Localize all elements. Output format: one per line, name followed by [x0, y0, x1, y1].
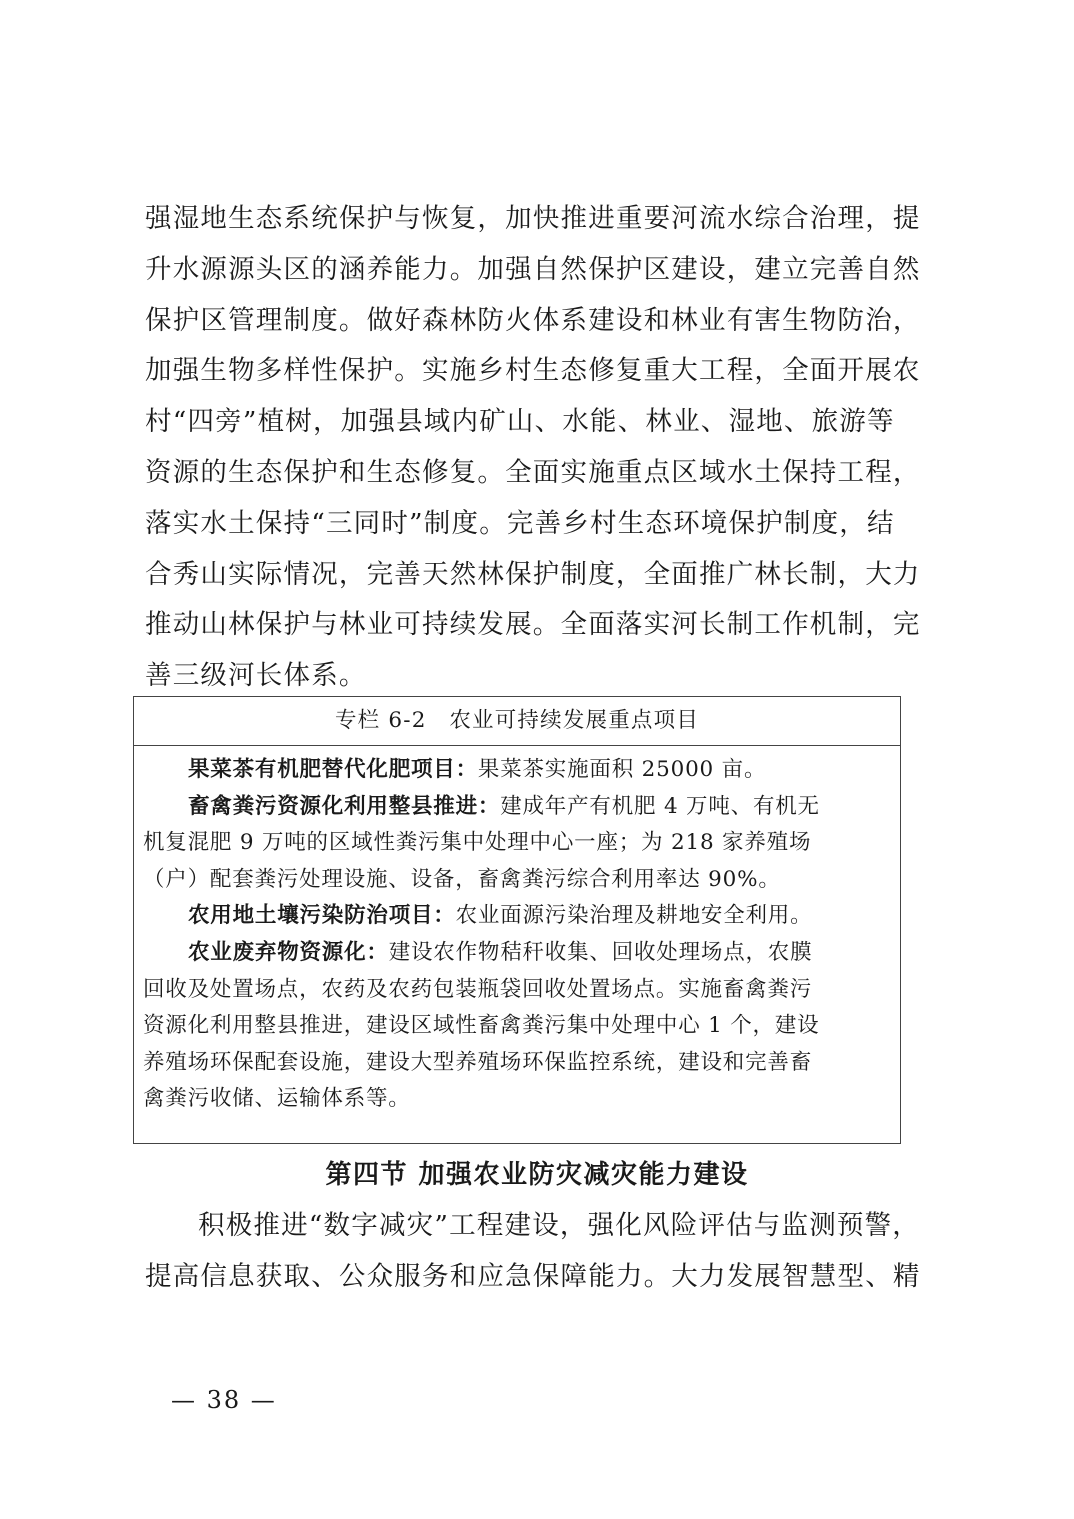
box-item-line: 禽粪污收储、运输体系等。	[143, 1086, 411, 1112]
body-line: 提高信息获取、公众服务和应急保障能力。大力发展智慧型、精	[145, 1260, 921, 1292]
box-item-line	[143, 789, 892, 826]
box-item-text: 建设农作物秸秆收集、回收处理场点，农膜	[388, 939, 813, 965]
box-item-line	[143, 898, 892, 935]
box-item-line: 资源化利用整县推进，建设区域性畜禽粪污集中处理中心 1 个，建设	[143, 1013, 820, 1039]
body-line: 升水源源头区的涵养能力。加强自然保护区建设，建立完善自然	[145, 253, 921, 285]
project-box	[133, 696, 901, 1144]
box-item-heading: 果菜茶有机肥替代化肥项目：	[188, 757, 478, 782]
body-line: 村“四旁”植树，加强县域内矿山、水能、林业、湿地、旅游等	[145, 406, 895, 438]
box-item-line	[143, 752, 892, 789]
box-item-heading: 畜禽粪污资源化利用整县推进：	[188, 793, 501, 819]
box-item-line: 机复混肥 9 万吨的区域性粪污集中处理中心一座；为 218 家养殖场	[143, 830, 812, 856]
body-line: 强湿地生态系统保护与恢复，加快推进重要河流水综合治理，提	[145, 203, 921, 234]
page-number: — 38 —	[171, 1386, 277, 1414]
section-heading: 第四节 加强农业防灾减灾能力建设	[325, 1160, 749, 1190]
body-line: 加强生物多样性保护。实施乡村生态修复重大工程，全面开展农	[145, 355, 921, 387]
body-line: 积极推进“数字减灾”工程建设，强化风险评估与监测预警，	[198, 1210, 920, 1241]
box-item-text: 果菜茶实施面积 25000 亩。	[477, 757, 767, 782]
box-item-line	[143, 935, 892, 972]
box-title: 专栏 6-2 农业可持续发展重点项目	[134, 697, 900, 746]
box-item-line: 养殖场环保配套设施，建设大型养殖场环保监控系统，建设和完善畜	[143, 1049, 813, 1075]
box-item-heading: 农用地土壤污染防治项目：	[188, 903, 456, 929]
body-paragraph-bottom	[145, 1201, 945, 1303]
box-item-text: 建成年产有机肥 4 万吨、有机无	[500, 793, 820, 819]
box-item-heading: 农业废弃物资源化：	[188, 939, 389, 965]
box-item-text: 农业面源污染治理及耕地安全利用。	[455, 903, 813, 929]
body-line: 落实水土保持“三同时”制度。完善乡村生态环境保护制度，结	[145, 507, 895, 539]
body-line: 合秀山实际情况，完善天然林保护制度，全面推广林长制，大力	[145, 558, 921, 590]
body-line: 推动山林保护与林业可持续发展。全面落实河长制工作机制，完	[145, 609, 921, 641]
box-content	[134, 746, 900, 1118]
body-line: 保护区管理制度。做好森林防火体系建设和林业有害生物防治，	[145, 304, 921, 336]
body-line: 资源的生态保护和生态修复。全面实施重点区域水土保持工程，	[145, 456, 921, 488]
box-item-line: （户）配套粪污处理设施、设备，畜禽粪污综合利用率达 90%。	[143, 866, 781, 892]
box-item-line: 回收及处置场点，农药及农药包装瓶袋回收处置场点。实施畜禽粪污	[143, 976, 813, 1002]
body-line: 善三级河长体系。	[145, 660, 367, 692]
body-paragraph-top	[145, 194, 945, 702]
